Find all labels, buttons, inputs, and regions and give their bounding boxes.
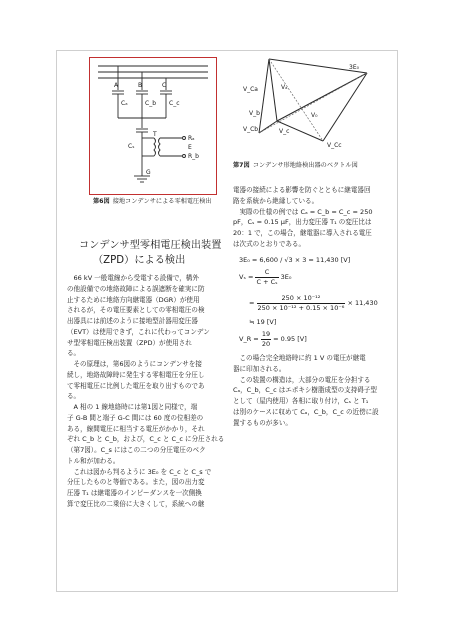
text-line: として（屋内使用）各相に取り付け，Cₛ と T₁ <box>233 397 369 405</box>
fig6-label-t: T <box>153 131 157 138</box>
equation-3-fraction <box>257 295 346 311</box>
figure-6-circuit-diagram <box>90 58 216 194</box>
equation-3-lhs: = <box>249 299 255 307</box>
fig7-label-vca: V_Ca <box>243 86 258 93</box>
equation-2-tail: 3E₀ <box>280 273 292 281</box>
text-line: 分圧したものと等価である。また，図の出力変 <box>67 478 205 487</box>
text-line: 止するために地絡方向継電器（DGR）が使用 <box>67 295 200 304</box>
text-line: 置するものが多い。 <box>233 418 292 427</box>
text-line: （第7図）。C_s にはこの二つの分圧電圧のベク <box>67 446 206 454</box>
left-column <box>67 273 224 510</box>
fig6-label-e: E <box>188 144 192 151</box>
fig7-label-v0: V₀ <box>311 112 318 119</box>
text-line: 器に印加される。 <box>233 364 286 373</box>
equation-5 <box>239 331 307 347</box>
text-line: pF，Cₛ = 0.15 μF，出力変圧器 T₁ の変圧比は <box>233 218 372 227</box>
figure-7-caption <box>233 163 358 169</box>
right-column-top <box>233 185 373 250</box>
text-line: 出器具には前述のように接地型計器用変圧器 <box>67 317 198 325</box>
text-line: は次式のとおりである。 <box>233 239 306 248</box>
equation-2 <box>239 269 292 285</box>
figure-6-frame <box>89 57 217 195</box>
equation-5-tail: = 0.95 [V] <box>273 335 307 343</box>
text-line: その原理は，第6図のようにコンデンサを接 <box>73 360 202 368</box>
text-line: （EVT）は使用できず，これに代わってコンデン <box>67 327 210 336</box>
figure-6-caption-text: 接地コンデンサによる零相電圧検出 <box>112 198 212 205</box>
text-line: 20：1 で，この場合，継電器に導入される電圧 <box>233 229 372 237</box>
fig7-label-vc: V_c <box>279 128 290 135</box>
text-line: この場合完全地絡時に約 1 V の電圧が継電 <box>239 354 366 362</box>
text-line: ぞれ C_b と C_b，および，C_c と C_c に分圧される <box>67 435 225 444</box>
section-heading-line-1: コンデンサ型零相電圧検出装置 <box>79 240 222 251</box>
text-line: トル和が加わる。 <box>67 456 120 465</box>
equation-4: ≒ 19 [V] <box>249 318 277 326</box>
equation-3-denominator: 250 × 10⁻¹² + 0.15 × 10⁻⁶ <box>257 303 345 312</box>
text-line: 電器の接続による影響を防ぐとともに継電器回 <box>233 186 371 194</box>
text-line: 実際の仕様の例では Cₐ = C_b = C_c = 250 <box>239 207 373 216</box>
figure-6-number: 第6図 <box>93 198 110 205</box>
equation-5-lhs: V_R = <box>239 335 259 343</box>
text-line: て零相電圧に比例した電圧を取り出すものであ <box>67 381 205 390</box>
text-line: は別のケースに収めて Cₐ，C_b，C_c の近傍に設 <box>233 407 379 416</box>
figure-7-caption-text: コンデンサ形地絡検出器のベクトル図 <box>252 162 358 169</box>
text-line: されるが，その電圧要素としての零相電圧の検 <box>67 306 205 315</box>
text-line: Cₐ，C_b，C_c はエポキシ樹脂成型の支持碍子型 <box>233 386 377 395</box>
equation-5-numerator: 19 <box>261 330 271 338</box>
text-line: の他設備での地絡故障による誤遮断を確実に防 <box>67 284 205 293</box>
equation-5-denominator: 20 <box>261 339 271 348</box>
fig6-label-ca: Cₐ <box>121 100 128 107</box>
equation-1: 3E₀ = 6,600 / √3 × 3 = 11,430 [V] <box>239 256 351 264</box>
equation-2-lhs: Vₛ = <box>239 273 254 281</box>
text-line: 続し，地絡故障時に発生する零相電圧を分圧し <box>67 370 205 379</box>
section-heading-line-2: （ZPD）による検出 <box>93 254 186 266</box>
fig6-label-cb: C_b <box>145 100 156 107</box>
text-line: る。 <box>67 349 81 358</box>
equation-5-fraction <box>261 331 271 347</box>
fig7-label-vcc: V_Cc <box>327 142 342 149</box>
fig7-label-va: Vₐ <box>281 84 288 91</box>
fig6-label-a: A <box>114 82 119 89</box>
section-heading <box>79 239 221 269</box>
text-line: サ型零相電圧検出装置（ZPD）が使用され <box>67 338 192 347</box>
equation-3 <box>249 295 378 311</box>
equation-3-numerator: 250 × 10⁻¹² <box>257 295 346 304</box>
text-line: 算で変圧比の二乗倍に大きくして，系統への継 <box>67 499 205 508</box>
document-page <box>56 50 398 592</box>
figure-7-number: 第7図 <box>233 162 250 169</box>
figure-6-caption <box>93 199 212 205</box>
fig6-label-g: G <box>146 169 151 176</box>
fig6-label-ra: Rₐ <box>188 135 195 142</box>
figure-7-vector-diagram <box>237 51 387 163</box>
fig6-label-rb: R_b <box>188 153 199 160</box>
fig7-label-vcb: V_Cb <box>243 126 259 133</box>
equation-2-fraction <box>255 269 278 285</box>
equation-2-denominator: C + Cₛ <box>256 277 278 286</box>
fig6-label-b: B <box>138 82 143 89</box>
text-line: 圧器 T₁ は継電器のインピーダンスを一次側換 <box>67 489 202 497</box>
text-line: 路を系統から絶縁している。 <box>233 196 319 205</box>
text-line: この装置の構造は，大部分の電圧を分担する <box>239 375 371 384</box>
fig7-label-3e0: 3E₀ <box>349 64 360 71</box>
right-column-bottom <box>233 353 379 428</box>
text-line: ある，線間電圧に相当する電圧がかかり，それ <box>67 424 205 433</box>
fig6-label-c: C <box>162 82 167 89</box>
text-line: る。 <box>67 392 81 401</box>
text-line: 子 G-B 間と端子 G-C 間には 60 度の位相差の <box>67 413 204 422</box>
equation-2-numerator: C <box>255 269 278 278</box>
equation-3-tail: × 11,430 <box>347 299 378 307</box>
fig7-label-vb: V_b <box>249 110 260 117</box>
fig6-label-cc: C_c <box>169 100 180 107</box>
fig6-label-cs: Cₛ <box>128 143 135 150</box>
text-line: A 相の 1 線地絡時には第1図と同様で，端 <box>73 403 198 411</box>
text-line: これは図から判るように 3E₀ を C_c と C_s で <box>73 467 212 476</box>
text-line: 66 kV 一般電線から受電する設備で，構外 <box>73 274 199 282</box>
